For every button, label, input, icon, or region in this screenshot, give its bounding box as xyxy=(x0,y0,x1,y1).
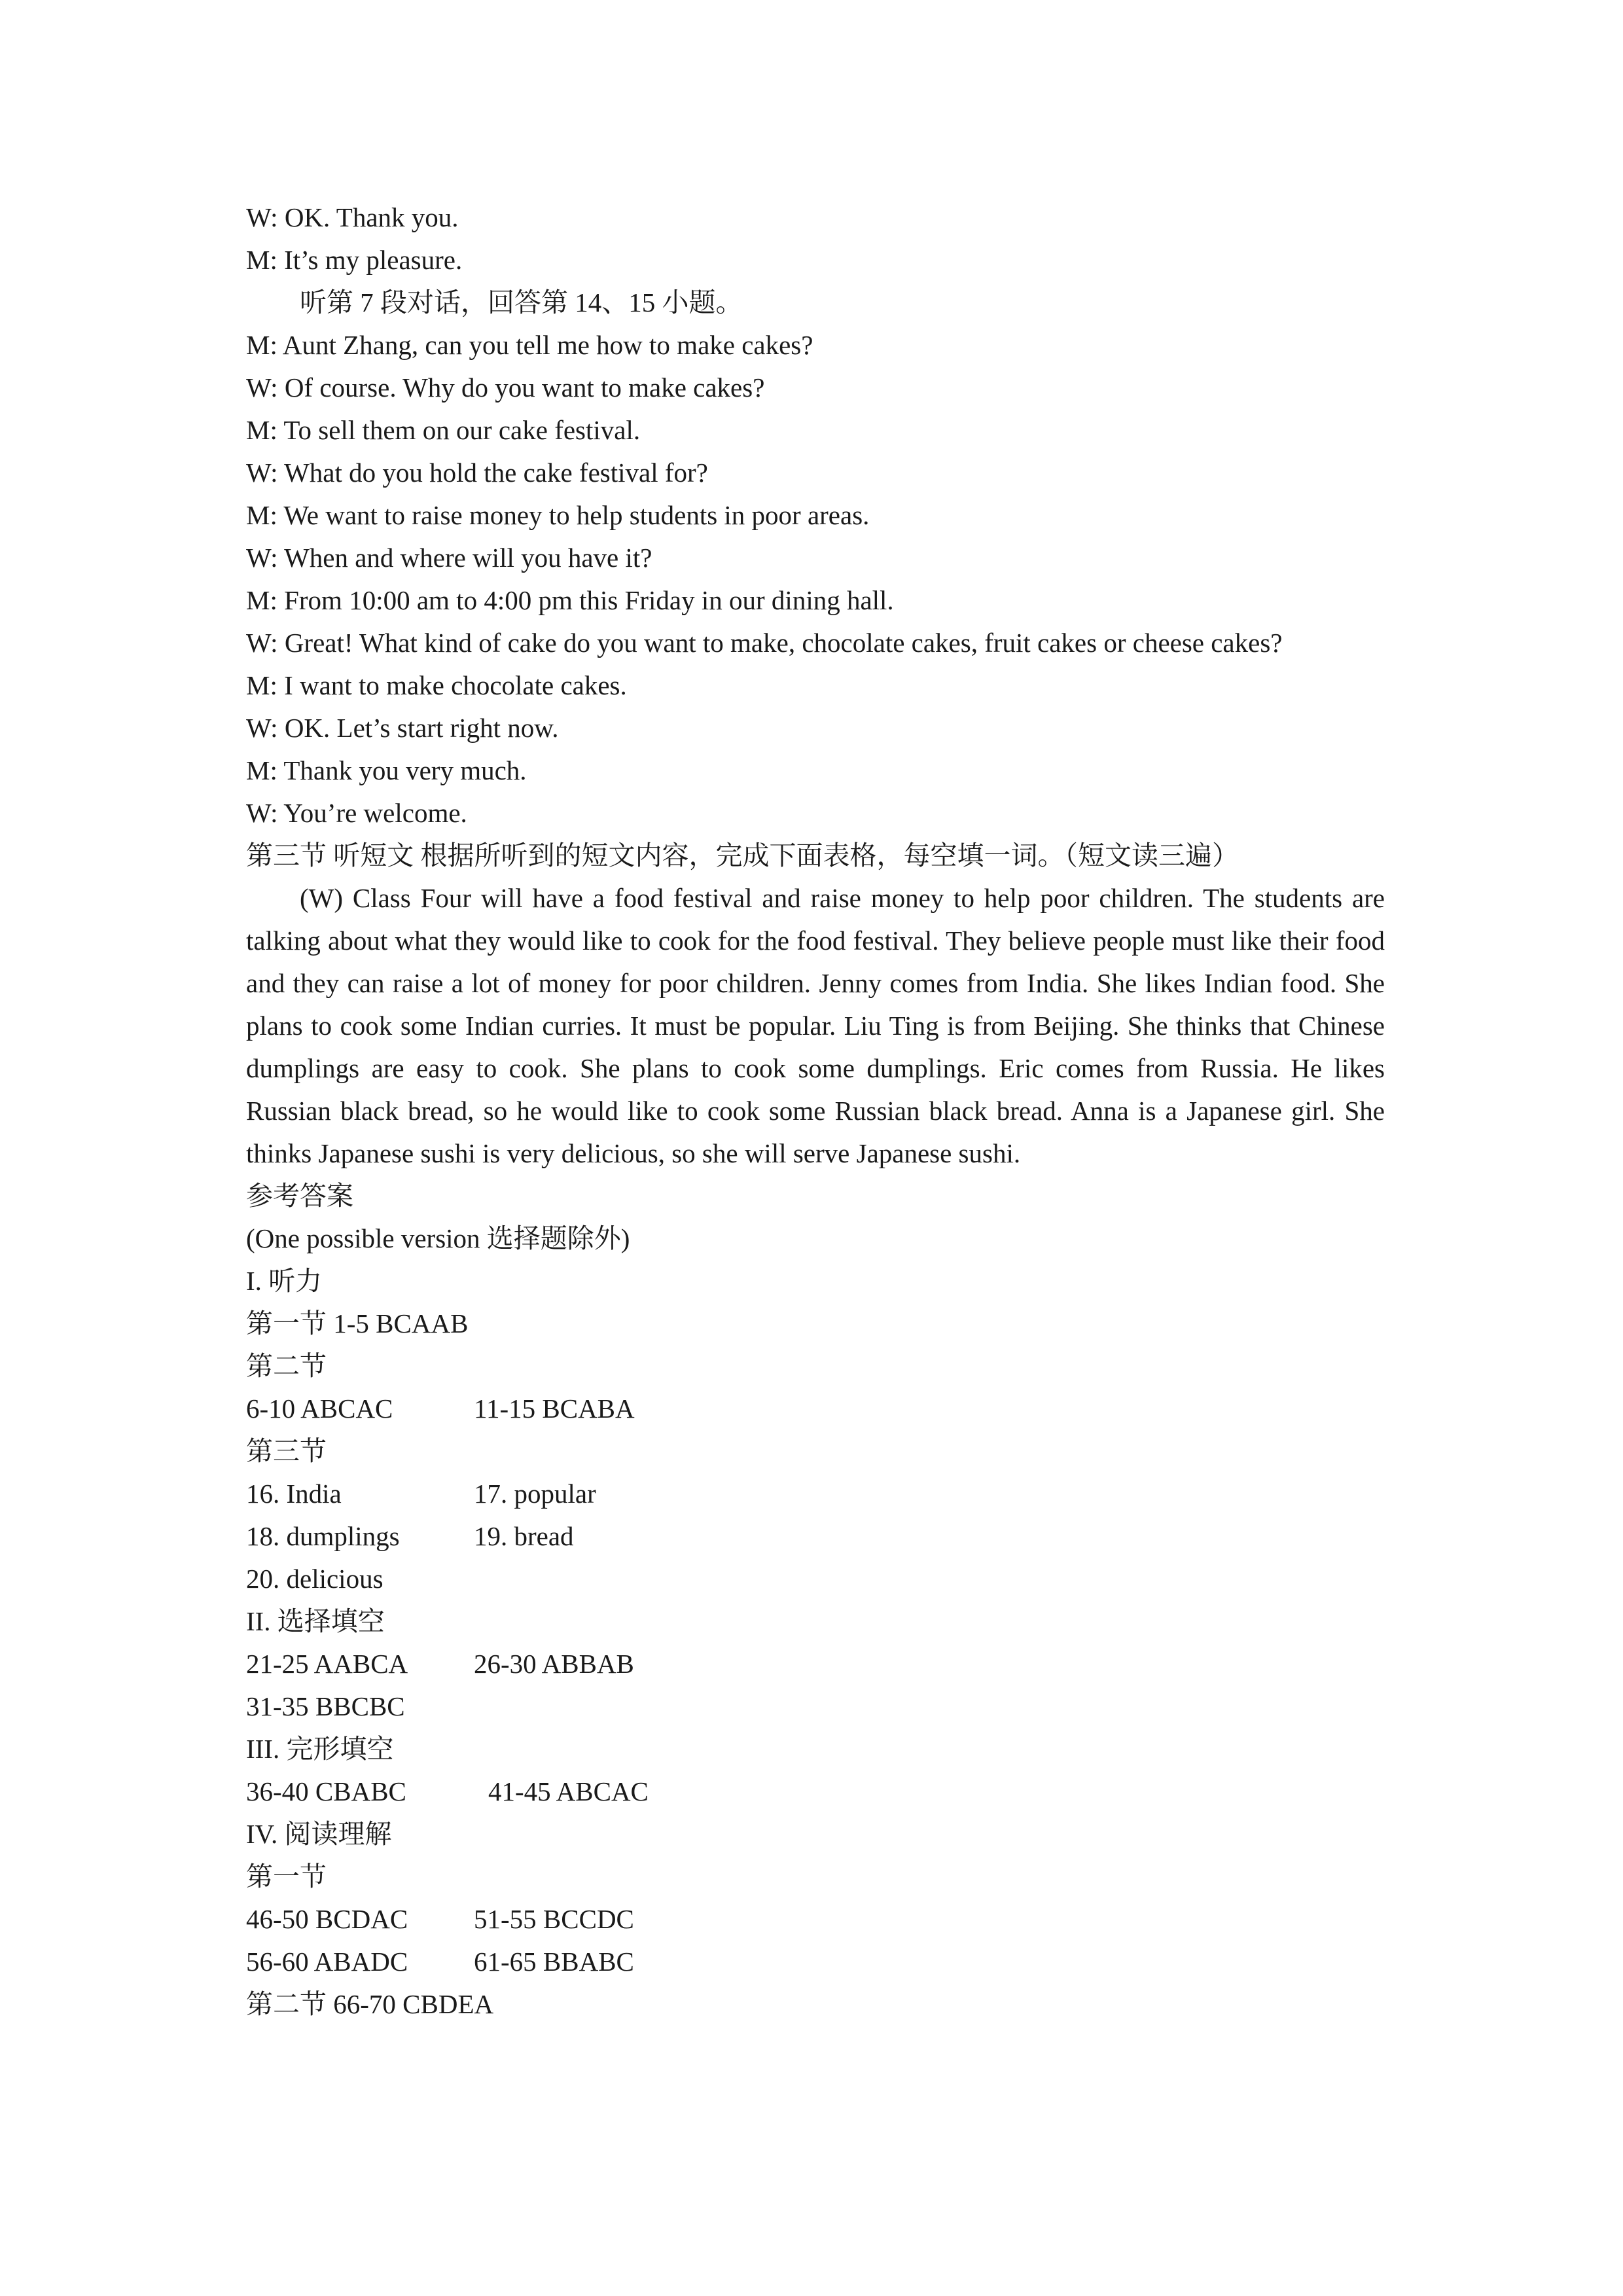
dialogue7-heading: 听第 7 段对话，回答第 14、15 小题。 xyxy=(300,287,743,317)
answer-row xyxy=(246,1898,1385,1941)
answer-cell: 56-60 ABADC xyxy=(246,1946,408,1977)
dialogue-line: M: I want to make chocolate cakes. xyxy=(246,670,627,700)
dialogue-line: M: Thank you very much. xyxy=(246,755,527,785)
part-listening-heading: I. 听力 xyxy=(246,1266,323,1296)
dialogue-line: W: Great! What kind of cake do you want to make, chocolate cakes, fruit cakes or cheese cakes? xyxy=(246,628,1283,658)
answer-cell: 6-10 ABCAC xyxy=(246,1393,393,1424)
passage-paragraph: (W) Class Four will have a food festival and raise money to help poor children. The students are talking about what they would like to cook for the food festival. They believe people must like their food and they can raise a lot of money for poor children. Jenny comes from India. She likes Indian food. She plans to cook some Indian curries. It must be popular. Liu Ting is from Beijing. She thinks that Chinese dumplings are easy to cook. She plans to cook some dumplings. Eric comes from Russia. He likes Russian black bread, so he would like to cook some Russian black bread. Anna is a Japanese girl. She thinks Japanese sushi is very delicious, so she will serve Japanese sushi. xyxy=(246,883,1385,1168)
answer-cell: 51-55 BCCDC xyxy=(474,1904,634,1934)
part-heading: III. 完形填空 xyxy=(246,1734,394,1764)
answer-row: 第一节 1-5 BCAAB xyxy=(246,1308,469,1338)
answer-row xyxy=(246,1473,1385,1515)
answer-row: 第二节 66-70 CBDEA xyxy=(246,1989,494,2019)
answers-title: 参考答案 xyxy=(246,1181,353,1211)
answer-cell: 36-40 CBABC xyxy=(246,1776,406,1806)
dialogue-line: W: You’re welcome. xyxy=(246,798,467,828)
section-heading: 第二节 xyxy=(246,1351,327,1381)
answer-cell: 46-50 BCDAC xyxy=(246,1904,408,1934)
answer-row: 20. delicious xyxy=(246,1564,383,1594)
dialogue-line: M: Aunt Zhang, can you tell me how to make cakes? xyxy=(246,330,813,360)
answer-row: 31-35 BBCBC xyxy=(246,1691,405,1721)
answer-cell: 21-25 AABCA xyxy=(246,1649,408,1679)
dialogue-line: M: To sell them on our cake festival. xyxy=(246,415,641,445)
dialogue-line: M: From 10:00 am to 4:00 pm this Friday in our dining hall. xyxy=(246,585,894,615)
answer-cell: 11-15 BCABA xyxy=(474,1393,635,1424)
answer-row xyxy=(246,1770,1385,1813)
dialogue-line: W: OK. Thank you. xyxy=(246,202,459,232)
answer-row xyxy=(246,1643,1385,1685)
answer-cell: 16. India xyxy=(246,1479,342,1509)
answer-row xyxy=(246,1388,1385,1430)
part-heading: II. 选择填空 xyxy=(246,1606,385,1636)
answer-cell: 19. bread xyxy=(474,1521,574,1551)
dialogue-line: M: It’s my pleasure. xyxy=(246,245,463,275)
answers-note: (One possible version 选择题除外) xyxy=(246,1223,630,1253)
section-heading: 第一节 xyxy=(246,1861,327,1892)
answer-cell: 17. popular xyxy=(474,1479,596,1509)
dialogue-line: W: When and where will you have it? xyxy=(246,543,652,573)
dialogue-line: W: Of course. Why do you want to make cakes? xyxy=(246,372,765,403)
part-heading: IV. 阅读理解 xyxy=(246,1819,392,1849)
section3-heading: 第三节 听短文 根据所听到的短文内容，完成下面表格，每空填一词。（短文读三遍） xyxy=(246,840,1239,870)
answer-cell: 41-45 ABCAC xyxy=(488,1776,649,1806)
answer-cell: 61-65 BBABC xyxy=(474,1946,634,1977)
document-page xyxy=(246,196,1385,2026)
answer-cell: 18. dumplings xyxy=(246,1521,400,1551)
dialogue-line: W: What do you hold the cake festival for? xyxy=(246,457,708,488)
answer-cell: 26-30 ABBAB xyxy=(474,1649,634,1679)
answer-row xyxy=(246,1515,1385,1558)
section-heading: 第三节 xyxy=(246,1436,327,1466)
dialogue-line: W: OK. Let’s start right now. xyxy=(246,713,559,743)
dialogue-line: M: We want to raise money to help students in poor areas. xyxy=(246,500,870,530)
answer-row xyxy=(246,1941,1385,1983)
